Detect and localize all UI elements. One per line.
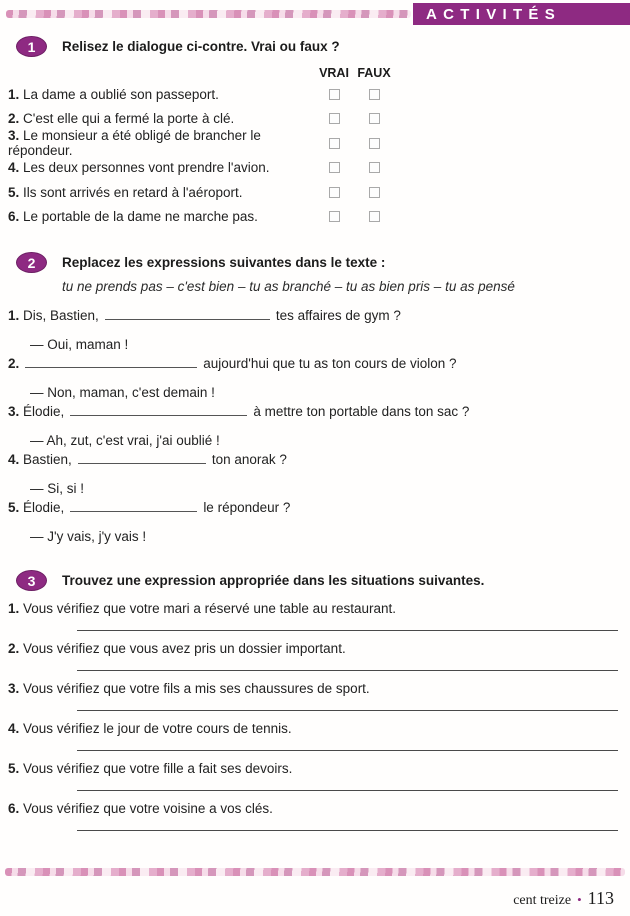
- exercise3-title: Trouvez une expression appropriée dans les situations suivantes.: [62, 573, 485, 588]
- fill-in-question: 4. Bastien, ton anorak ?: [8, 452, 287, 467]
- exercise2-title: Replacez les expressions suivantes dans le texte :: [62, 255, 386, 270]
- exercise1-items: [0, 82, 630, 229]
- col-header-vrai: VRAI: [319, 66, 349, 80]
- exercise2-number-badge: 2: [16, 252, 47, 273]
- exercise1-title: Relisez le dialogue ci-contre. Vrai ou faux ?: [62, 39, 340, 54]
- vrai-faux-row: 5. Ils sont arrivés en retard à l'aéroport.: [8, 180, 630, 205]
- vrai-faux-row: 6. Le portable de la dame ne marche pas.: [8, 205, 630, 230]
- fill-in-blank-5[interactable]: [70, 500, 197, 512]
- answer-line-1[interactable]: [77, 630, 618, 631]
- faux-checkbox-2[interactable]: [369, 113, 380, 124]
- vrai-faux-row: 1. La dame a oublié son passeport.: [8, 82, 630, 107]
- fill-in-question: 5. Élodie, le répondeur ?: [8, 500, 291, 515]
- situation-text: 4. Vous vérifiez le jour de votre cours de tennis.: [8, 721, 292, 736]
- dialogue-reply: — Si, si !: [30, 480, 85, 496]
- vrai-checkbox-3[interactable]: [329, 138, 340, 149]
- fill-in-blank-2[interactable]: [25, 356, 197, 368]
- dialogue-reply: — J'y vais, j'y vais !: [30, 528, 147, 544]
- dialogue-reply: — Non, maman, c'est demain !: [30, 384, 215, 400]
- fill-in-blank-1[interactable]: [105, 308, 270, 320]
- footer-bullet-icon: •: [577, 892, 582, 907]
- exercise2-header: [16, 252, 630, 273]
- col-header-faux: FAUX: [357, 66, 391, 80]
- page-header: [0, 0, 630, 25]
- faux-checkbox-3[interactable]: [369, 138, 380, 149]
- fill-in-question: 1. Dis, Bastien, tes affaires de gym ?: [8, 308, 401, 323]
- answer-line-4[interactable]: [77, 750, 618, 751]
- vrai-checkbox-1[interactable]: [329, 89, 340, 100]
- situation-text: 3. Vous vérifiez que votre fils a mis ses chaussures de sport.: [8, 681, 370, 696]
- vrai-faux-row: 3. Le monsieur a été obligé de brancher le répondeur.: [8, 131, 630, 156]
- exercise3-number-badge: 3: [16, 570, 47, 591]
- situation-text: 6. Vous vérifiez que votre voisine a vos clés.: [8, 801, 273, 816]
- faux-checkbox-6[interactable]: [369, 211, 380, 222]
- page-number-words: cent treize: [513, 893, 572, 908]
- fill-in-question: 3. Élodie, à mettre ton portable dans ton sac ?: [8, 404, 470, 419]
- exercise3-items: [0, 601, 630, 831]
- exercise1-header: [16, 36, 630, 57]
- dialogue-reply: — Ah, zut, c'est vrai, j'ai oublié !: [30, 432, 220, 448]
- fill-in-question: 2. aujourd'hui que tu as ton cours de violon ?: [8, 356, 457, 371]
- exercise3-header: [16, 570, 630, 591]
- decorative-stripe-top: [6, 10, 411, 18]
- answer-line-2[interactable]: [77, 670, 618, 671]
- vrai-checkbox-2[interactable]: [329, 113, 340, 124]
- answer-line-6[interactable]: [77, 830, 618, 831]
- faux-checkbox-4[interactable]: [369, 162, 380, 173]
- faux-checkbox-1[interactable]: [369, 89, 380, 100]
- page-number: 113: [587, 888, 614, 908]
- vrai-checkbox-6[interactable]: [329, 211, 340, 222]
- situation-text: 1. Vous vérifiez que votre mari a réservé une table au restaurant.: [8, 601, 396, 616]
- exercise2-word-bank: tu ne prends pas – c'est bien – tu as branché – tu as bien pris – tu as pensé: [62, 279, 515, 294]
- situation-text: 2. Vous vérifiez que vous avez pris un dossier important.: [8, 641, 346, 656]
- answer-line-5[interactable]: [77, 790, 618, 791]
- vrai-faux-row: 4. Les deux personnes vont prendre l'avion.: [8, 156, 630, 181]
- dialogue-reply: — Oui, maman !: [30, 336, 129, 352]
- vrai-checkbox-5[interactable]: [329, 187, 340, 198]
- faux-checkbox-5[interactable]: [369, 187, 380, 198]
- fill-in-blank-4[interactable]: [78, 452, 206, 464]
- vrai-faux-row: 2. C'est elle qui a fermé la porte à clé.: [8, 107, 630, 132]
- situation-text: 5. Vous vérifiez que votre fille a fait ses devoirs.: [8, 761, 293, 776]
- decorative-stripe-bottom: [5, 868, 625, 876]
- vrai-faux-header: [8, 66, 630, 80]
- answer-line-3[interactable]: [77, 710, 618, 711]
- exercise1-number-badge: 1: [16, 36, 47, 57]
- exercise2-items: [0, 308, 630, 548]
- activites-banner: ACTIVITÉS: [413, 3, 630, 25]
- vrai-checkbox-4[interactable]: [329, 162, 340, 173]
- fill-in-blank-3[interactable]: [70, 404, 247, 416]
- page-footer: [513, 888, 614, 909]
